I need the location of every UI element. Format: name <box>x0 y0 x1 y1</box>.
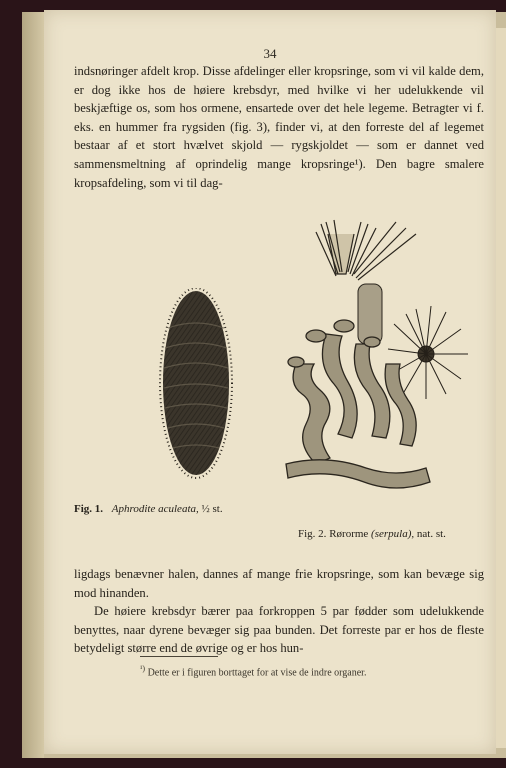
paragraph-bottom <box>74 565 484 658</box>
figure-2-tube-worms-illustration <box>276 214 476 514</box>
figure-2-caption <box>298 528 446 540</box>
book-spine <box>22 12 44 758</box>
figure-1-name: Aphrodite aculeata, <box>111 503 199 515</box>
figure-1-scale: ½ st. <box>201 503 223 515</box>
paragraph-bottom-1-text: ligdags benævner halen, dannes af mange frie kropsringe, som kan bevæge sig mod hinanden. <box>74 567 484 600</box>
figure-1-number: Fig. 1. <box>74 503 104 515</box>
figure-2-scale: nat. st. <box>416 528 446 540</box>
footnote-marker: ¹) <box>140 664 146 673</box>
figure-2-latin: (serpula), <box>371 528 415 540</box>
figure-2-number: Fig. 2. <box>298 528 327 540</box>
figure-1-caption <box>74 503 223 515</box>
figure-2-name: Rørorme <box>329 528 369 540</box>
footnote <box>140 664 366 678</box>
paragraph-bottom-2-text: De høiere krebsdyr bærer paa forkroppen 5 par fødder som udelukkende benyttes, naar dyrene bevæger sig paa bunden. Det forreste par er hos de fleste betydeligt større end de øvrige og er hos hun- <box>74 604 484 656</box>
figure-1-sea-mouse-illustration <box>146 288 246 488</box>
page-number: 34 <box>263 46 277 61</box>
footnote-text: Dette er i figuren borttaget for at vise de indre organer. <box>147 667 367 679</box>
footnote-divider <box>140 656 218 657</box>
paragraph-top-text: indsnøringer afdelt krop. Disse afdelinger eller kropsringe, som vi vil kalde dem, er dog ikke hos de høiere krebsdyr, med hvilke vi her udelukkende vil beskjæftige os, som hos ormene, ensartede over det hele legeme. Betragter vi f. eks. en hummer fra rygsiden (fig. 3), finder vi, at den forreste del af legemet bestaar af et stort hvælvet skjold — rygskjoldet — som er dannet ved sammensmeltning af oprindelig mange kropsringe¹). Den bagre smalere kropsafdeling, som vi til dag- <box>74 64 484 190</box>
paragraph-top <box>74 62 484 192</box>
